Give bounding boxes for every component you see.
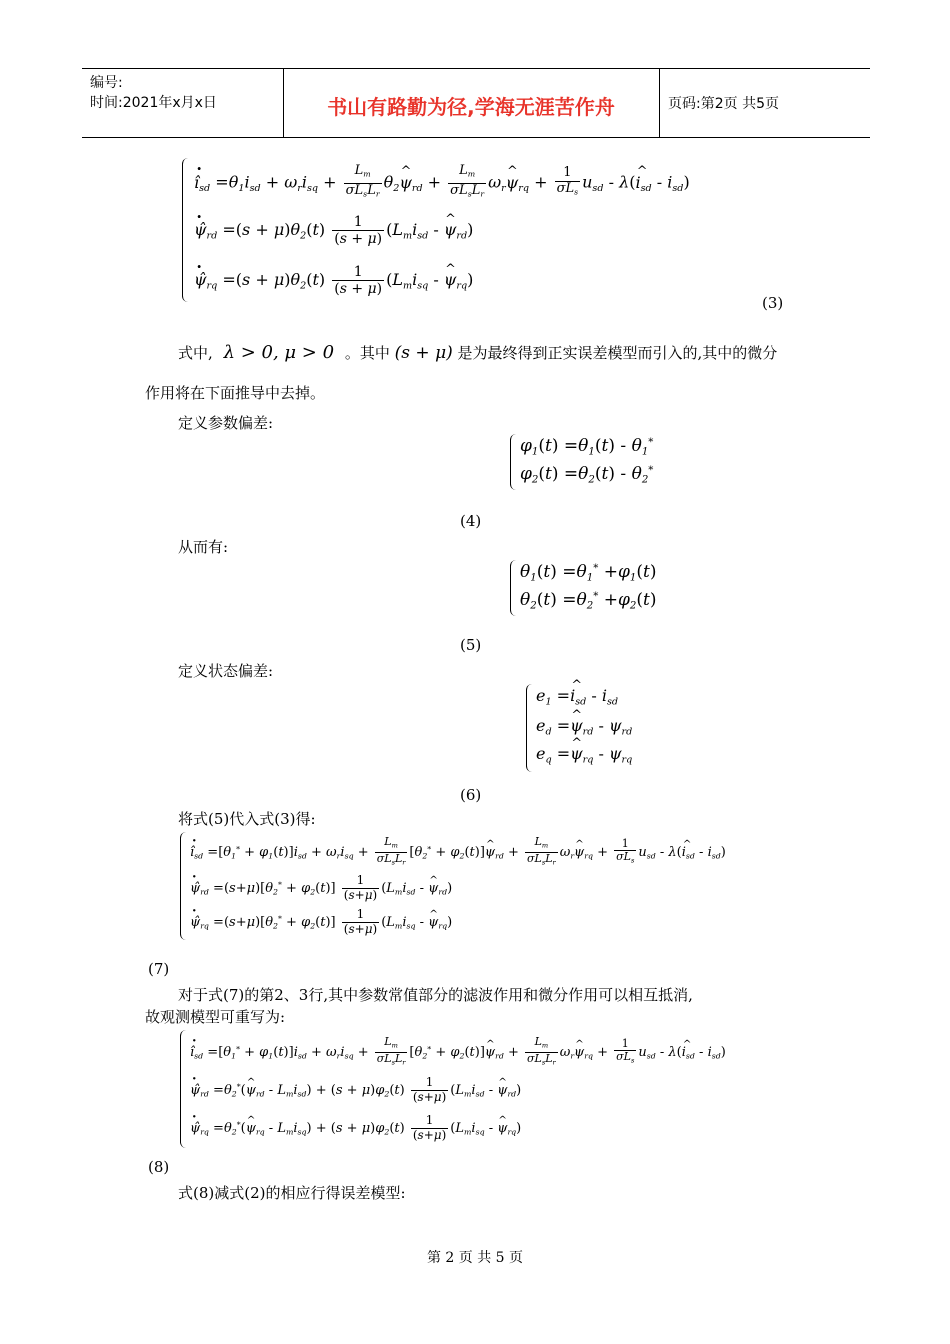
error-model-label: 式(8)减式(2)的相应行得误差模型: — [178, 1184, 406, 1202]
doc-number-label: 编号: — [90, 75, 123, 91]
equation-3-number: (3) — [762, 294, 784, 312]
header-motto: 书山有路勤为径,学海无涯苦作舟 — [327, 95, 615, 119]
equation-8: î $\cdot_{sd} =[\theta_1^* + \varphi_1(t)]i_{sd} + \omega_ri_{sq}$ + $\frac{L_m}{\sigma L_sL_r}$ [$\theta_2^*$ + $\varphi_2(t)]\^{}$ $\psi_{rd}$ + $\frac{L_m}{\sigma L_sL_r}$ $\omega_r\^{}$ $\psi_{rq}$ + $\frac{1}{\sigma L_s}$ $u_{sd}$ - λ(^ $i_{sd} - i_{sd}$) ψ̂ $\cdot_{rd}$ $=\theta_2^*(\^{}$ $\psi_{rd} - L_mi_{sd}) + (s + \mu)\varphi_2(t)$ $\frac{1}{(s+\mu)}$ ($L_mi_{sd}$ - ^ $\psi_{rd}$) ψ̂ $\cdot_{rq}$ $=\theta_2^*(\^{}$ $\psi_{rq} - L_mi_{sq}) + (s + \mu)\varphi_2(t)$ $\frac{1}{(s+\mu)}$ ($L_mi_{sq}$ - ^ $\psi_{rq}$) — [178, 1026, 758, 1150]
paragraph-1-line-2: 作用将在下面推导中去掉。 — [145, 384, 326, 402]
equation-4: $\varphi_1(t) =\theta_1(t) - \theta_1^*$ $\varphi_2(t) =\theta_2(t) - \theta_2^*$ — [508, 430, 708, 492]
equation-5-number: (5) — [460, 636, 482, 654]
equation-4-number: (4) — [460, 512, 482, 530]
equation-3: î $\cdot_{sd} =\theta_1i_{sd} + \omega_ri_{sq}$ + $\frac{L_m}{\sigma L_sL_r}$ $\theta_2\^{}$ $\psi_{rd}$ + $\frac{L_m}{\sigma L_sL_r}$ $\omega_r\^{}$ $\psi_{rq}$ + $\frac{1}{\sigma L_s}$ $u_{sd}$ - λ(^ $i_{sd} - i_{sd}$) ψ̂ $\cdot_{rd} =(s + \mu)\theta_2(t)$ $\frac{1}{(s + \mu)}$ ($L_mi_{sd}$ - ^ $\psi_{rd}$) ψ̂ $\cdot_{rq} =(s + \mu)\theta_2(t)$ $\frac{1}{(s + \mu)}$ ($L_mi_{sq}$ - ^ $\psi_{rq}$) — [180, 152, 740, 304]
paragraph-2-line-1: 对于式(7)的第2、3行,其中参数常值部分的滤波作用和微分作用可以相互抵消, — [178, 986, 693, 1004]
page-header — [82, 68, 870, 138]
paragraph-2-line-2: 故观测模型可重写为: — [145, 1008, 286, 1026]
substitution-label: 将式(5)代入式(3)得: — [178, 810, 316, 828]
header-divider — [659, 69, 660, 137]
page-footer: 第 2 页 共 5 页 — [426, 1250, 524, 1266]
state-deviation-label: 定义状态偏差: — [178, 662, 274, 680]
header-meta — [90, 73, 217, 113]
thus-label: 从而有: — [178, 538, 229, 556]
equation-7-number: (7) — [148, 960, 170, 978]
equation-6-number: (6) — [460, 786, 482, 804]
doc-date-label: 时间:2021年x月x日 — [90, 95, 217, 111]
equation-6: $e_1$ =^ $i_{sd} - i_{sd}$ $e_d$ =^ $\psi_{rd} - \psi_{rd}$ $e_q$ =^ $\psi_{rq} - \psi_{rq}$ — [524, 680, 684, 774]
header-page-info: 页码:第2页 共5页 — [668, 96, 779, 112]
equation-5: $\theta_1(t) =\theta_1^* +\varphi_1(t)$ $\theta_2(t) =\theta_2^* +\varphi_2(t)$ — [508, 556, 708, 618]
equation-8-number: (8) — [148, 1158, 170, 1176]
paragraph-1-line-1: 式中, λ > 0, μ > 0 。其中 (s + μ) 是为最终得到正实误差模型而引入的,其中的微分 — [178, 342, 778, 363]
param-deviation-label: 定义参数偏差: — [178, 414, 274, 432]
equation-7: î $\cdot_{sd} =[\theta_1^* + \varphi_1(t)]i_{sd} + \omega_ri_{sq}$ + $\frac{L_m}{\sigma L_sL_r}$ [$\theta_2^*$ + $\varphi_2(t)]\^{}$ $\psi_{rd}$ + $\frac{L_m}{\sigma L_sL_r}$ $\omega_r\^{}$ $\psi_{rq}$ + $\frac{1}{\sigma L_s}$ $u_{sd}$ - λ(^ $i_{sd} - i_{sd}$) ψ̂ $\cdot_{rd} =(s+\mu)[\theta_2^* + \varphi_2(t)]$ $\frac{1}{(s+\mu)}$ ($L_mi_{sd}$ - ^ $\psi_{rd}$) ψ̂ $\cdot_{rq} =(s+\mu)[\theta_2^* + \varphi_2(t)]$ $\frac{1}{(s+\mu)}$ ($L_mi_{sq}$ - ^ $\psi_{rq}$) — [178, 828, 718, 942]
